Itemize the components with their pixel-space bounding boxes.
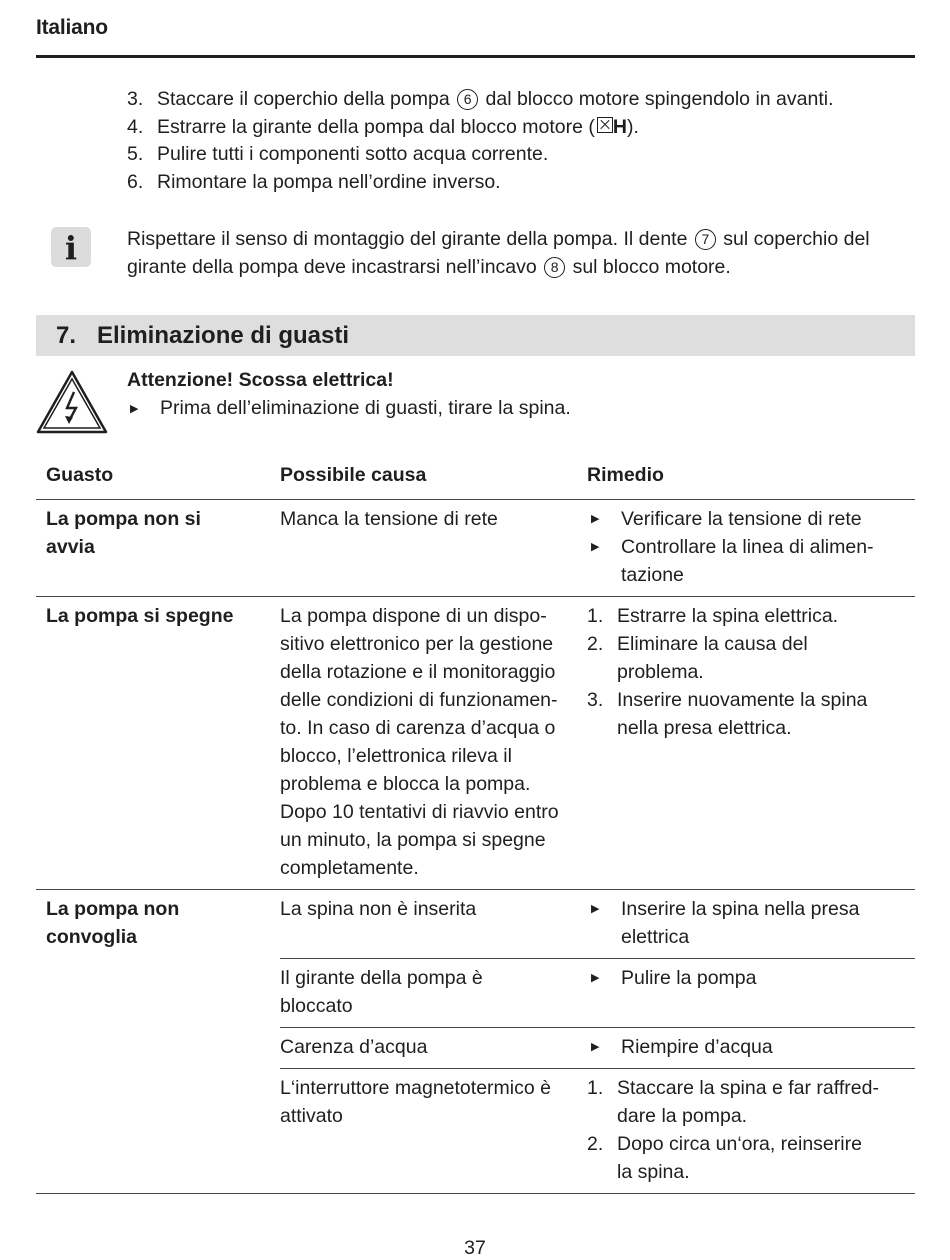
fault-cell: La pompa non si avvia bbox=[46, 508, 201, 558]
section-number: 7. bbox=[56, 322, 77, 349]
remedy-item: 1. Estrarre la spina elettrica. bbox=[587, 605, 839, 627]
step-item bbox=[127, 141, 907, 169]
table-row bbox=[36, 597, 915, 890]
page-number: 37 bbox=[464, 1237, 486, 1259]
step-item bbox=[127, 114, 907, 142]
remedy-cell bbox=[587, 1069, 915, 1193]
bullet-triangle-icon: ▶ bbox=[591, 903, 600, 915]
remedy-item: 2. Dopo circa un‘ora, reinserire la spina. bbox=[587, 1133, 862, 1183]
bullet-triangle-icon: ▶ bbox=[591, 513, 600, 525]
header-fault: Guasto bbox=[46, 464, 114, 486]
fault-cell: La pompa si spegne bbox=[46, 605, 234, 627]
section-title: Eliminazione di guasti bbox=[97, 322, 350, 349]
step-item bbox=[127, 86, 907, 114]
info-note: Rispettare il senso di montaggio del girante della pompa. Il dente 7 sul coperchio del girante della pompa deve incastrarsi nell’incavo 8 sul blocco motore. bbox=[127, 228, 870, 278]
remedy-cell bbox=[587, 1028, 915, 1068]
remedy-item: ▶ Riempire d’acqua bbox=[587, 1033, 915, 1061]
cause-cell: Manca la tensione di rete bbox=[280, 508, 498, 530]
table-header-row bbox=[36, 461, 915, 500]
troubleshooting-table bbox=[36, 461, 915, 1194]
electric-shock-warning-icon bbox=[36, 370, 108, 434]
remedy-cell bbox=[587, 959, 915, 1027]
step-text: Estrarre la girante della pompa dal blocco motore ( H). bbox=[157, 115, 639, 138]
remedy-item: ▶ Pulire la pompa bbox=[587, 964, 915, 992]
header-rule bbox=[36, 55, 915, 58]
remedy-cell bbox=[587, 890, 915, 958]
cause-cell: Il girante della pompa è bloccato bbox=[280, 967, 483, 1017]
sub-row bbox=[280, 1069, 915, 1193]
step-number: 3. bbox=[127, 88, 144, 110]
bullet-triangle-icon: ▶ bbox=[591, 1041, 600, 1053]
page-language-label: Italiano bbox=[36, 16, 108, 39]
cause-cell: Carenza d’acqua bbox=[280, 1036, 428, 1058]
sub-row bbox=[280, 959, 915, 1028]
bullet-triangle-icon: ▶ bbox=[591, 972, 600, 984]
header-cause: Possibile causa bbox=[280, 464, 427, 486]
table-row bbox=[36, 500, 915, 597]
remedy-item: ▶ Inserire la spina nella presa elettrica bbox=[587, 895, 915, 951]
warning-title: Attenzione! Scossa elettrica! bbox=[127, 369, 394, 391]
step-item bbox=[127, 169, 907, 197]
remedy-cell bbox=[587, 597, 915, 889]
remedy-item: ▶ Controllare la linea di alimen-tazione bbox=[587, 533, 915, 589]
step-text: Pulire tutti i componenti sotto acqua corrente. bbox=[157, 143, 549, 165]
step-text: Rimontare la pompa nell’ordine inverso. bbox=[157, 170, 501, 193]
fault-cell: La pompa non convoglia bbox=[46, 898, 180, 948]
sub-row bbox=[280, 1028, 915, 1069]
circled-ref-8: 8 bbox=[544, 257, 565, 278]
circled-ref-6: 6 bbox=[457, 89, 478, 110]
procedure-steps bbox=[127, 86, 907, 196]
header-remedy: Rimedio bbox=[587, 464, 664, 486]
remedy-cell bbox=[587, 500, 915, 596]
cause-cell: La pompa dispone di un dispo-sitivo elettronico per la gestione della rotazione e il monitoraggio delle condizioni di funzionamen-to. In caso di carenza d’acqua o blocco, l’elettronica rileva il problema e blocca la pompa. Dopo 10 tentativi di riavvio entro un minuto, la pompa si spegne completamente. bbox=[280, 605, 559, 879]
step-number: 4. bbox=[127, 115, 144, 138]
cause-cell: L‘interruttore magnetotermico è attivato bbox=[280, 1077, 551, 1127]
circled-ref-7: 7 bbox=[695, 229, 716, 250]
table-row bbox=[36, 890, 915, 1194]
remedy-item: 1. Staccare la spina e far raffred-dare la pompa. bbox=[587, 1077, 879, 1127]
step-number: 5. bbox=[127, 143, 144, 165]
bullet-triangle-icon: ▶ bbox=[130, 403, 139, 415]
cause-cell: La spina non è inserita bbox=[280, 898, 477, 920]
bullet-triangle-icon: ▶ bbox=[591, 541, 600, 553]
info-icon: i bbox=[51, 227, 91, 267]
remedy-item: ▶ Verificare la tensione di rete bbox=[587, 505, 915, 533]
step-text: Staccare il coperchio della pompa 6 dal blocco motore spingendolo in avanti. bbox=[157, 88, 834, 110]
figure-ref-icon bbox=[597, 117, 613, 133]
sub-row-group bbox=[280, 890, 915, 1193]
warning-instruction: ▶ Prima dell’eliminazione di guasti, tirare la spina. bbox=[127, 397, 571, 421]
sub-row bbox=[280, 890, 915, 959]
step-number: 6. bbox=[127, 170, 144, 193]
figure-ref-letter: H bbox=[612, 115, 627, 138]
remedy-item: 2. Eliminare la causa del problema. bbox=[587, 633, 808, 683]
remedy-item: 3. Inserire nuovamente la spina nella presa elettrica. bbox=[587, 689, 868, 739]
